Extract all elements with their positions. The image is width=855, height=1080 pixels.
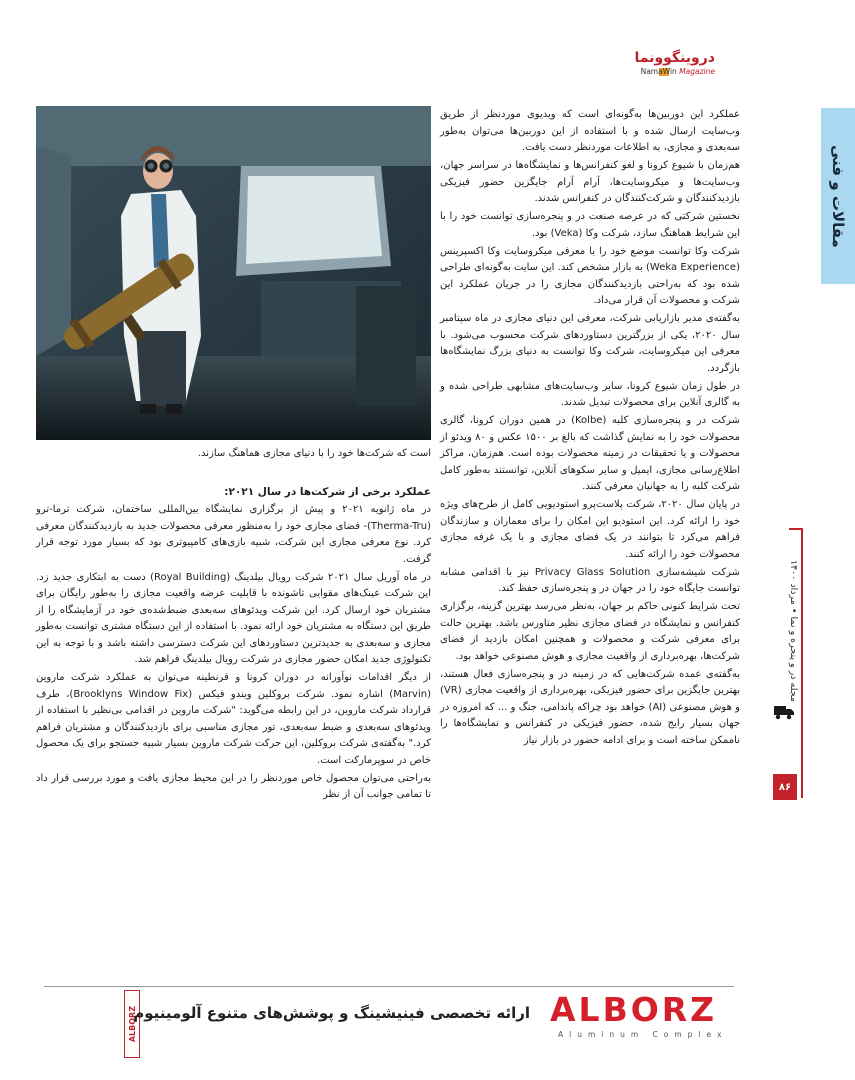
paragraph: شرکت وکا توانست موضع خود را با معرفی میکروسایت وکا اکسپرینس (Weka Experience) به بازار مشخص کند. این سایت به‌گونه‌ای طراحی شده بود که به‌راحتی بازدیدکنندگان مجازی را در جریان عملکرد این شرکت و محصولات آن قرار می‌داد. [440, 245, 740, 306]
article-photo [36, 106, 431, 440]
photo-caption: است که شرکت‌ها خود را با دنیای مجازی هماهنگ سازند. [197, 448, 431, 459]
paragraph: نخستین شرکتی که در عرصه صنعت در و پنجره‌سازی توانست خود را با این شرایط هماهنگ سازد، شرکت وکا (Veka) بود. [440, 211, 740, 239]
footer-divider [44, 986, 734, 987]
alborz-logo-sub: Aluminum Complex [558, 1030, 728, 1039]
paragraph: تحت شرایط کنونی حاکم بر جهان، به‌نظر می‌رسد بهترین گزینه، برگزاری کنفرانس و نمایشگاه در فضای مجازی نظیر متاورس باشد. بهترین حالت برای معرفی شرکت و محصولات و همچنین امکان بازدید از فضای شرکت‌ها، بهره‌برداری از واقعیت مجازی و هوش مصنوعی خواهد بود. [440, 601, 740, 662]
paragraph: از دیگر اقدامات نوآورانه در دوران کرونا و قرنطینه می‌توان به عملکرد شرکت ماروین (Marvin) اشاره نمود. شرکت بروکلین ویندو فیکس (Brooklyns Window Fix)، طرف قرارداد شرکت ماروین، در این رابطه می‌گوید: "شرکت ماروین در اقدامی بی‌نظیر با استفاده از ویدئوهای سه‌بعدی و ضبط سه‌بعدی، تور مجازی مناسبی برای بازدیدکنندگان و مشتریان فراهم کرد." به‌گفته‌ی شرکت بروکلین، این حرکت شرکت ماروین بسیار شبیه جستجو برای یک محصول خاص در سوپرمارکت است. [36, 672, 431, 766]
paragraph: در پایان سال ۲۰۲۰، شرکت پلاست‌پرو استودیویی کامل از طرح‌های ویژه خود را ارائه کرد. این استودیو این امکان را برای معماران و سازندگان فراهم می‌کرد تا بتوانند در یک فضای مجازی و با یک غرفه مجازی محصولات خود را ارائه کنند. [440, 499, 741, 560]
section-heading: عملکرد برخی از شرکت‌ها در سال ۲۰۲۱: [224, 486, 431, 498]
alborz-logo [550, 992, 730, 1046]
page-number: ۸۶ [773, 774, 797, 800]
magazine-logo [603, 50, 715, 76]
section-tab [821, 108, 855, 284]
paragraph: در ماه آوریل سال ۲۰۲۱ شرکت رویال بیلدینگ (Royal Building) دست به ابتکاری جدید زد. این شرکت عینک‌های مقوایی تاشونده با قابلیت عرضه واقعیت مجازی را به‌طور رایگان برای مشتریان خود ارسال کرد. این شرکت ویدئوهای سه‌بعدی ضبط‌شده‌ی خود در آزمایشگاه را از طریق این دستگاه به مشتریان خود ارائه نمود. با استفاده از این دستگاه مشتری توانست به‌طور مجازی و سه‌بعدی به جدیدترین دستاوردهای این شرکت دسترسی داشته باشد و با توجه به این تکنولوژی جدید امکان حضور مجازی در شرکت رویال بیلدینگ فراهم شد. [36, 571, 432, 665]
alborz-logo-word: ALBORZ [550, 990, 718, 1029]
paragraph: به‌راحتی می‌توان محصول خاص موردنظر را در این محیط مجازی یافت و مورد بررسی قرار داد تا تمامی جوانب آن از نظر [36, 772, 431, 800]
paragraph: عملکرد این دوربین‌ها به‌گونه‌ای است که ویدیوی موردنظر از طریق وب‌سایت ارسال شده و با استفاده از این دوربین‌ها می‌توان به‌طور سه‌بعدی و مجازی، به اطلاعات موردنظر دست یافت. [440, 109, 740, 153]
footer-slogan: ارائه تخصصی فینیشینگ و پوشش‌های متنوع آلومینیوم [133, 1004, 530, 1022]
footer-vertical-logo [124, 990, 140, 1058]
brand-magazine: Magazine [679, 67, 715, 76]
paragraph: در ماه ژانویه ۲۰۲۱ و پیش از برگزاری نمایشگاه بین‌المللی ساختمان، شرکت ترما-ترو (Therma-Tru)- فضای مجازی خود را به‌منظور معرفی محصولات جدید به بازدیدکنندگان معرفی کرد. نوع معرفی مجازی این شرکت، شبیه بازی‌های کامپیوتری بود که بسیار مورد توجه قرار گرفت. [36, 504, 431, 565]
truck-icon [773, 700, 795, 722]
section-title: مقالات و فنی [829, 144, 847, 248]
paragraph: هم‌زمان با شیوع کرونا و لغو کنفرانس‌ها و نمایشگاه‌ها در سراسر جهان، وب‌سایت‌ها و میکروسایت‌ها، آرام آرام جایگزین حضور فیزیکی بازدیدکنندگان و شرکت‌کنندگان در کنفرانس شدند. [440, 160, 740, 204]
paragraph: به‌گفته‌ی مدیر بازاریابی شرکت، معرفی این دنیای مجازی در ماه سپتامبر سال ۲۰۲۰، یکی از بزرگترین دستاوردهای شرکت محسوب می‌شود. با معرفی این میکروسایت، شرکت وکا توانست به دنیای بزرگ نمایشگاه‌ها بازگردد. [440, 313, 741, 374]
magazine-logo-fa: دروینگو‌ونما [634, 50, 715, 66]
paragraph: به‌گفته‌ی عمده شرکت‌هایی که در زمینه در و پنجره‌سازی فعال هستند، بهترین جایگزین برای حضور فیزیکی، بهره‌برداری از واقعیت مجازی (VR) و هوش مصنوعی (AI) خواهد بود چراکه پاندامی، جنگ و ... که امروزه در جهان بسیار رایج شده، حضور فیزیکی در کنفرانس و نمایشگاه‌ها را ناممکن ساخته است و برای ادامه حضور در بازار نیاز [440, 668, 740, 746]
sidebar-rule-tick [789, 528, 803, 530]
magazine-logo-en [641, 67, 715, 76]
paragraph: شرکت شیشه‌سازی Privacy Glass Solution نیز با اقدامی مشابه توانست جایگاه خود را در جهان در و پنجره‌سازی حفظ کند. [440, 566, 740, 594]
article-column-left [36, 482, 431, 805]
issue-info: مجله در و پنجره و نما • مرداد ۱۴۰۰ [788, 560, 799, 702]
footer-vertical-logo-text: ALBORZ [127, 1005, 137, 1043]
paragraph: شرکت در و پنجره‌سازی کلبه (Kolbe) در همین دوران کرونا، گالری محصولات خود را به نمایش گذاشت که بالغ بر ۱۵۰۰ عکس و ۸۰ ویدئو از محصولات و یا تحقیقات در زمینه محصولات بوده است. هم‌زمان، مراکز اطلاع‌رسانی مجازی، ایمیل و سایر سکوهای آنلاین، توانستند به‌طور کامل شرکت کلبه را به جهانیان معرفی کنند. [440, 415, 741, 492]
article-column-right [440, 107, 740, 751]
sidebar-rule [801, 528, 803, 798]
paragraph: در طول زمان شیوع کرونا، سایر وب‌سایت‌های مشابهی طراحی شده و به گالری آنلاین برای محصولات تبدیل شدند. [440, 380, 740, 408]
brand-en: NamaWin [640, 67, 677, 76]
